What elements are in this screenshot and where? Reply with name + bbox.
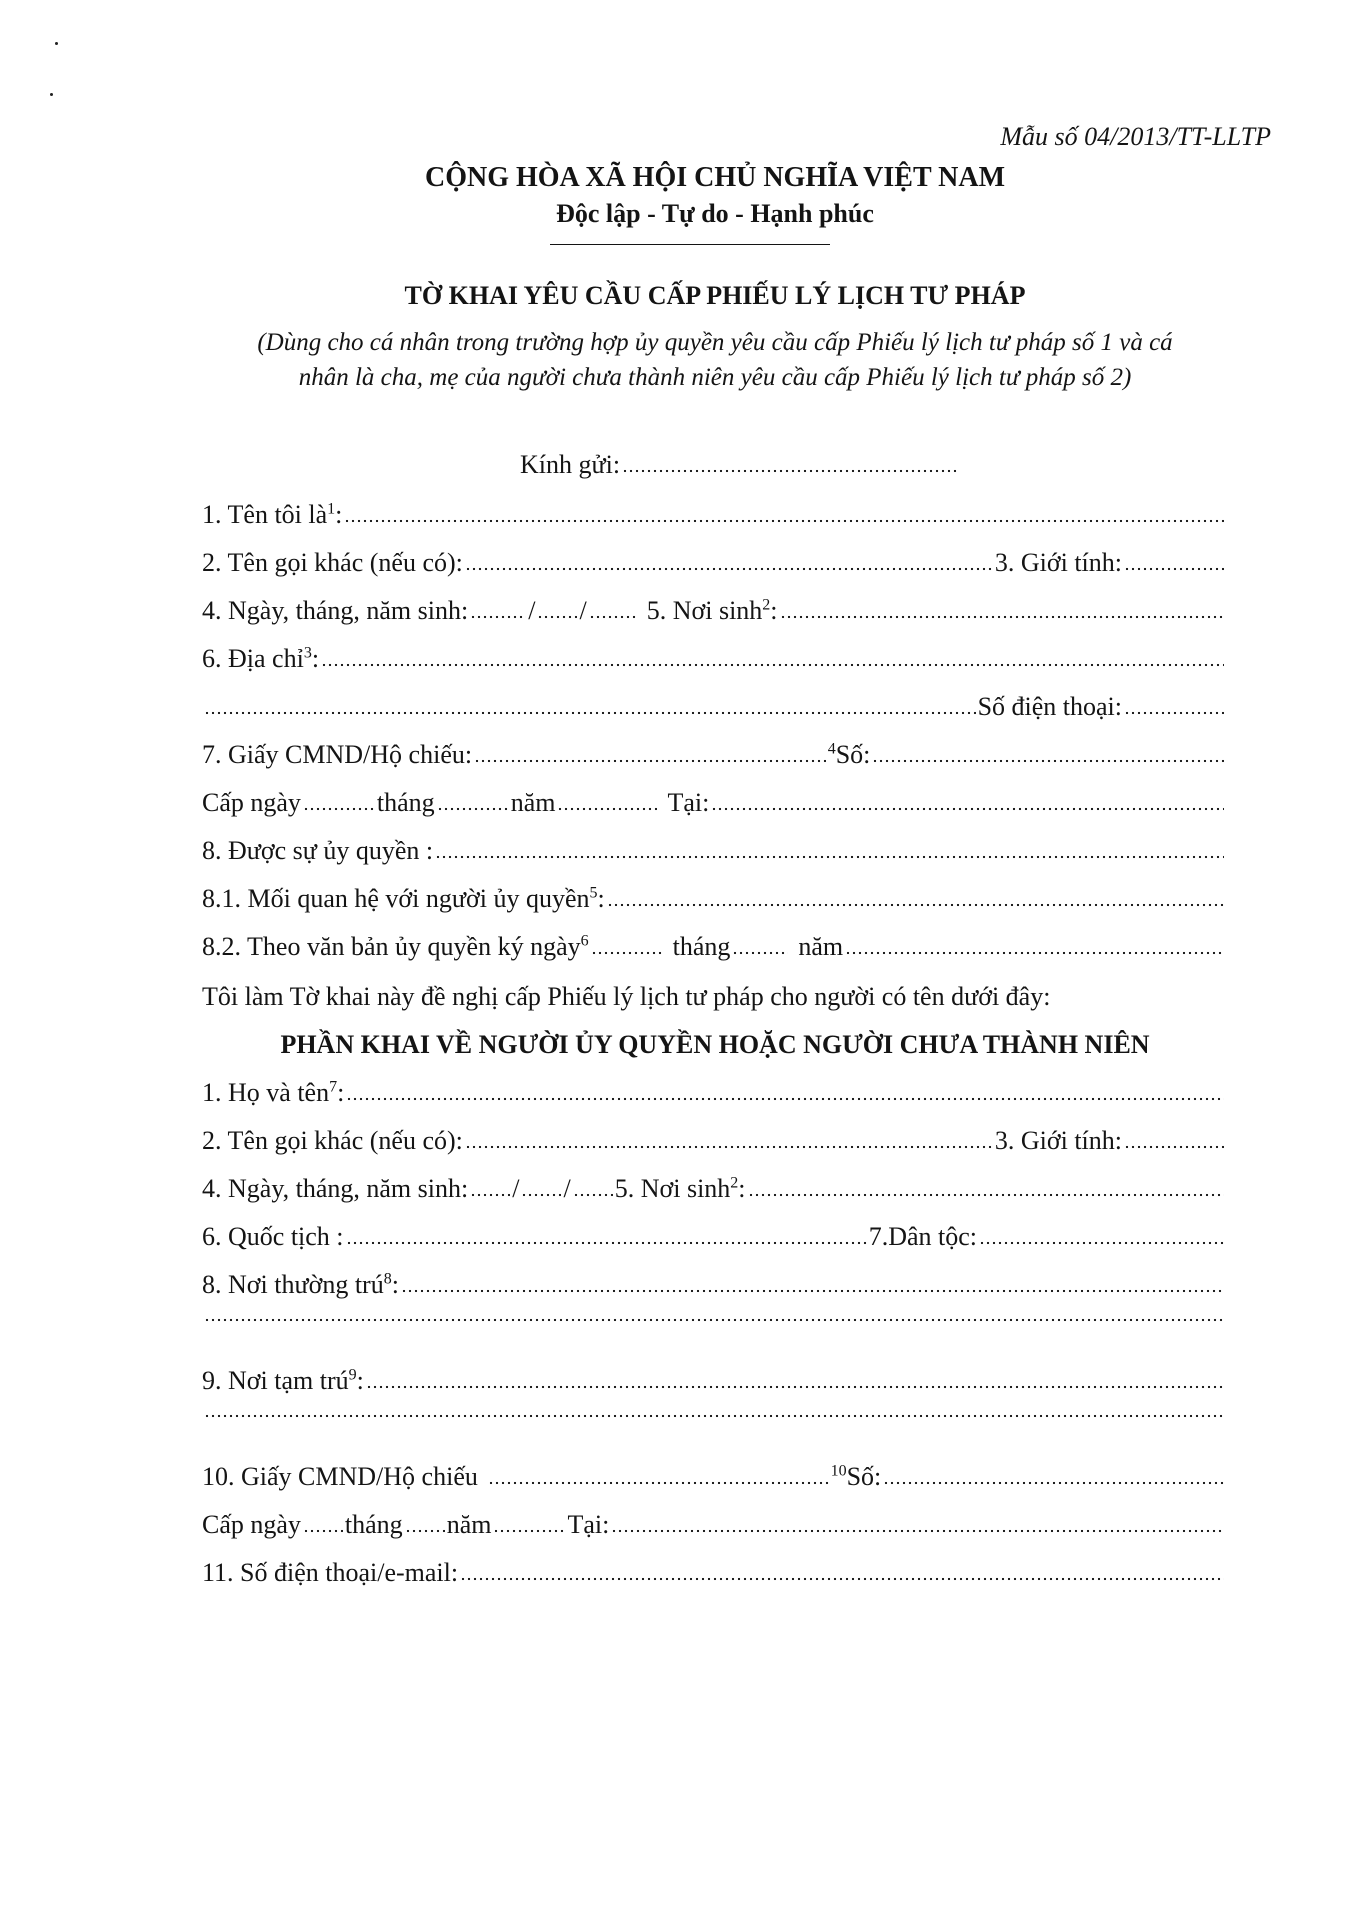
national-name: CỘNG HÒA XÃ HỘI CHỦ NGHĨA VIỆT NAM — [424, 162, 1006, 193]
document-subtitle-line-1: (Dùng cho cá nhân trong trường hợp ủy quyền yêu cầu cấp Phiếu lý lịch tư pháp số 1 và cá — [257, 329, 1173, 356]
subject-permanent-residence-cont-line — [202, 1318, 1226, 1354]
requester-address-field-cont[interactable] — [204, 711, 976, 715]
subject-dob-month-field[interactable] — [521, 1193, 561, 1197]
requester-address-line — [202, 644, 1226, 680]
requester-issue-month-field[interactable] — [437, 807, 509, 811]
subject-contact-label: 11. Số điện thoại/e-mail: — [202, 1558, 459, 1587]
requester-auth-doc-month-label: tháng — [672, 932, 731, 961]
requester-issue-month-label: tháng — [376, 788, 435, 817]
document-subtitle-line-2: nhân là cha, mẹ của người chưa thành niên yêu cầu cấp Phiếu lý lịch tư pháp số 2) — [298, 364, 1132, 391]
requester-id-line — [202, 740, 1226, 776]
requester-issue-place-label: Tại: — [667, 788, 710, 817]
requester-auth-doc-year-field[interactable] — [845, 951, 1224, 955]
requester-auth-doc-line — [202, 932, 1226, 968]
subject-id-line — [202, 1462, 1226, 1498]
subject-other-name-label: 2. Tên gọi khác (nếu có): — [202, 1126, 463, 1155]
requester-id-number-label: $^4$Số: — [827, 740, 871, 769]
requester-address-field[interactable] — [321, 663, 1224, 667]
subject-temporary-residence-field[interactable] — [366, 1385, 1224, 1389]
date-separator: / — [512, 1174, 520, 1203]
subject-other-name-field[interactable] — [465, 1145, 993, 1149]
subject-gender-label: 3. Giới tính: — [994, 1126, 1122, 1155]
subject-issue-line — [202, 1510, 1226, 1546]
motto-underline — [550, 244, 830, 245]
requester-authorization-field[interactable] — [435, 855, 1224, 859]
requester-issue-day-field[interactable] — [303, 807, 375, 811]
subject-name-field[interactable] — [346, 1097, 1224, 1101]
subject-birthplace-label: 5. Nơi $\sinh^2$: — [614, 1174, 746, 1203]
requester-issue-day-label: Cấp ngày — [202, 788, 301, 817]
requester-other-name-line — [202, 548, 1226, 584]
subject-issue-month-label: tháng — [344, 1510, 403, 1539]
requester-id-label: 7. Giấy CMND/Hộ chiếu: — [202, 740, 473, 769]
subject-permanent-residence-label: 8. Nơi thường trú$^8$: — [202, 1270, 399, 1299]
subject-gender-field[interactable] — [1124, 1145, 1224, 1149]
requester-id-type-field[interactable] — [474, 759, 826, 763]
requester-issue-place-field[interactable] — [711, 807, 1224, 811]
recipient-field[interactable] — [622, 469, 958, 473]
subject-permanent-residence-field[interactable] — [401, 1289, 1224, 1293]
subject-id-number-label: $^{10}$Số: — [830, 1462, 882, 1491]
subject-permanent-residence-line — [202, 1270, 1226, 1306]
subject-dob-line — [202, 1174, 1226, 1210]
scan-speck — [50, 93, 53, 96]
subject-name-line — [202, 1078, 1226, 1114]
requester-phone-field[interactable] — [1124, 711, 1224, 715]
requester-relationship-field[interactable] — [607, 903, 1224, 907]
subject-ethnicity-field[interactable] — [979, 1241, 1224, 1245]
requester-phone-line — [202, 692, 1226, 728]
subject-nationality-line — [202, 1222, 1226, 1258]
document-title: TỜ KHAI YÊU CẦU CẤP PHIẾU LÝ LỊCH TƯ PHÁP — [404, 281, 1026, 310]
subject-nationality-label: 6. Quốc tịch : — [202, 1222, 344, 1251]
date-separator: / — [579, 596, 587, 625]
subject-issue-day-label: Cấp ngày — [202, 1510, 301, 1539]
requester-authorization-line — [202, 836, 1226, 872]
subject-dob-label: 4. Ngày, tháng, năm sinh: — [202, 1174, 469, 1203]
form-code: Mẫu số 04/2013/TT-LLTP — [1000, 122, 1271, 151]
requester-address-label: 6. Địa chỉ$^3$: — [202, 644, 320, 673]
subject-id-number-field[interactable] — [883, 1481, 1224, 1485]
subject-issue-year-field[interactable] — [493, 1529, 565, 1533]
subject-nationality-field[interactable] — [346, 1241, 867, 1245]
requester-other-name-field[interactable] — [465, 567, 993, 571]
subject-temporary-residence-field-cont[interactable] — [204, 1414, 1224, 1418]
requester-auth-doc-month-field[interactable] — [732, 951, 788, 955]
national-motto: Độc lập - Tự do - Hạnh phúc — [556, 199, 874, 228]
requester-authorization-label: 8. Được sự ủy quyền : — [202, 836, 434, 865]
requester-phone-label: Số điện thoại: — [977, 692, 1122, 721]
date-separator: / — [528, 596, 536, 625]
subject-issue-month-field[interactable] — [405, 1529, 445, 1533]
subject-id-label: 10. Giấy CMND/Hộ chiếu — [202, 1462, 478, 1491]
subject-issue-year-label: năm — [446, 1510, 492, 1539]
requester-auth-doc-day-field[interactable] — [591, 951, 663, 955]
requester-dob-month-field[interactable] — [537, 615, 577, 619]
requester-birthplace-field[interactable] — [780, 615, 1224, 619]
requester-relationship-line — [202, 884, 1226, 920]
subject-permanent-residence-field-cont[interactable] — [204, 1318, 1224, 1322]
requester-gender-label: 3. Giới tính: — [994, 548, 1122, 577]
subject-dob-day-field[interactable] — [470, 1193, 510, 1197]
subject-issue-place-field[interactable] — [611, 1529, 1224, 1533]
requester-gender-field[interactable] — [1124, 567, 1224, 571]
recipient-line — [520, 450, 960, 486]
requester-issue-year-field[interactable] — [557, 807, 657, 811]
subject-contact-field[interactable] — [460, 1577, 1224, 1581]
subject-temporary-residence-line — [202, 1366, 1226, 1402]
request-statement: Tôi làm Tờ khai này đề nghị cấp Phiếu lý lịch tư pháp cho người có tên dưới đây: — [202, 982, 1051, 1011]
requester-name-field[interactable] — [344, 519, 1224, 523]
subject-issue-place-label: Tại: — [567, 1510, 610, 1539]
subject-name-label: 1. Họ và tên$^7$: — [202, 1078, 345, 1107]
requester-birthplace-label: 5. Nơi $\sinh^2$: — [646, 596, 778, 625]
subject-temporary-residence-label: 9. Nơi tạm trú$^9$: — [202, 1366, 364, 1395]
subject-temporary-residence-cont-line — [202, 1414, 1226, 1450]
date-separator: / — [563, 1174, 571, 1203]
subject-dob-year-field[interactable] — [573, 1193, 613, 1197]
requester-dob-line — [202, 596, 1226, 632]
requester-auth-doc-label: 8.2. Theo văn bản ủy quyền ký ngày$^6$ — [202, 932, 589, 961]
subject-ethnicity-label: 7.Dân tộc: — [868, 1222, 977, 1251]
requester-name-line — [202, 500, 1226, 536]
requester-dob-day-field[interactable] — [470, 615, 526, 619]
requester-relationship-label: 8.1. Mối quan hệ với người ủy quyền$^5$: — [202, 884, 605, 913]
section-title: PHẦN KHAI VỀ NGƯỜI ỦY QUYỀN HOẶC NGƯỜI CHƯA THÀNH NIÊN — [280, 1030, 1150, 1059]
subject-other-name-line — [202, 1126, 1226, 1162]
requester-name-label: 1. Tên tôi $là^1$: — [202, 500, 343, 529]
scan-speck — [55, 42, 58, 45]
requester-auth-doc-year-label: năm — [798, 932, 844, 961]
requester-issue-year-label: năm — [510, 788, 556, 817]
requester-id-number-field[interactable] — [872, 759, 1224, 763]
subject-id-type-field[interactable] — [488, 1481, 829, 1485]
subject-issue-day-field[interactable] — [303, 1529, 343, 1533]
requester-issue-line — [202, 788, 1226, 824]
requester-dob-year-field[interactable] — [589, 615, 637, 619]
subject-birthplace-field[interactable] — [748, 1193, 1224, 1197]
requester-other-name-label: 2. Tên gọi khác (nếu có): — [202, 548, 463, 577]
subject-contact-line — [202, 1558, 1226, 1594]
requester-dob-label: 4. Ngày, tháng, năm sinh: — [202, 596, 469, 625]
recipient-label: Kính gửi: — [520, 450, 621, 479]
